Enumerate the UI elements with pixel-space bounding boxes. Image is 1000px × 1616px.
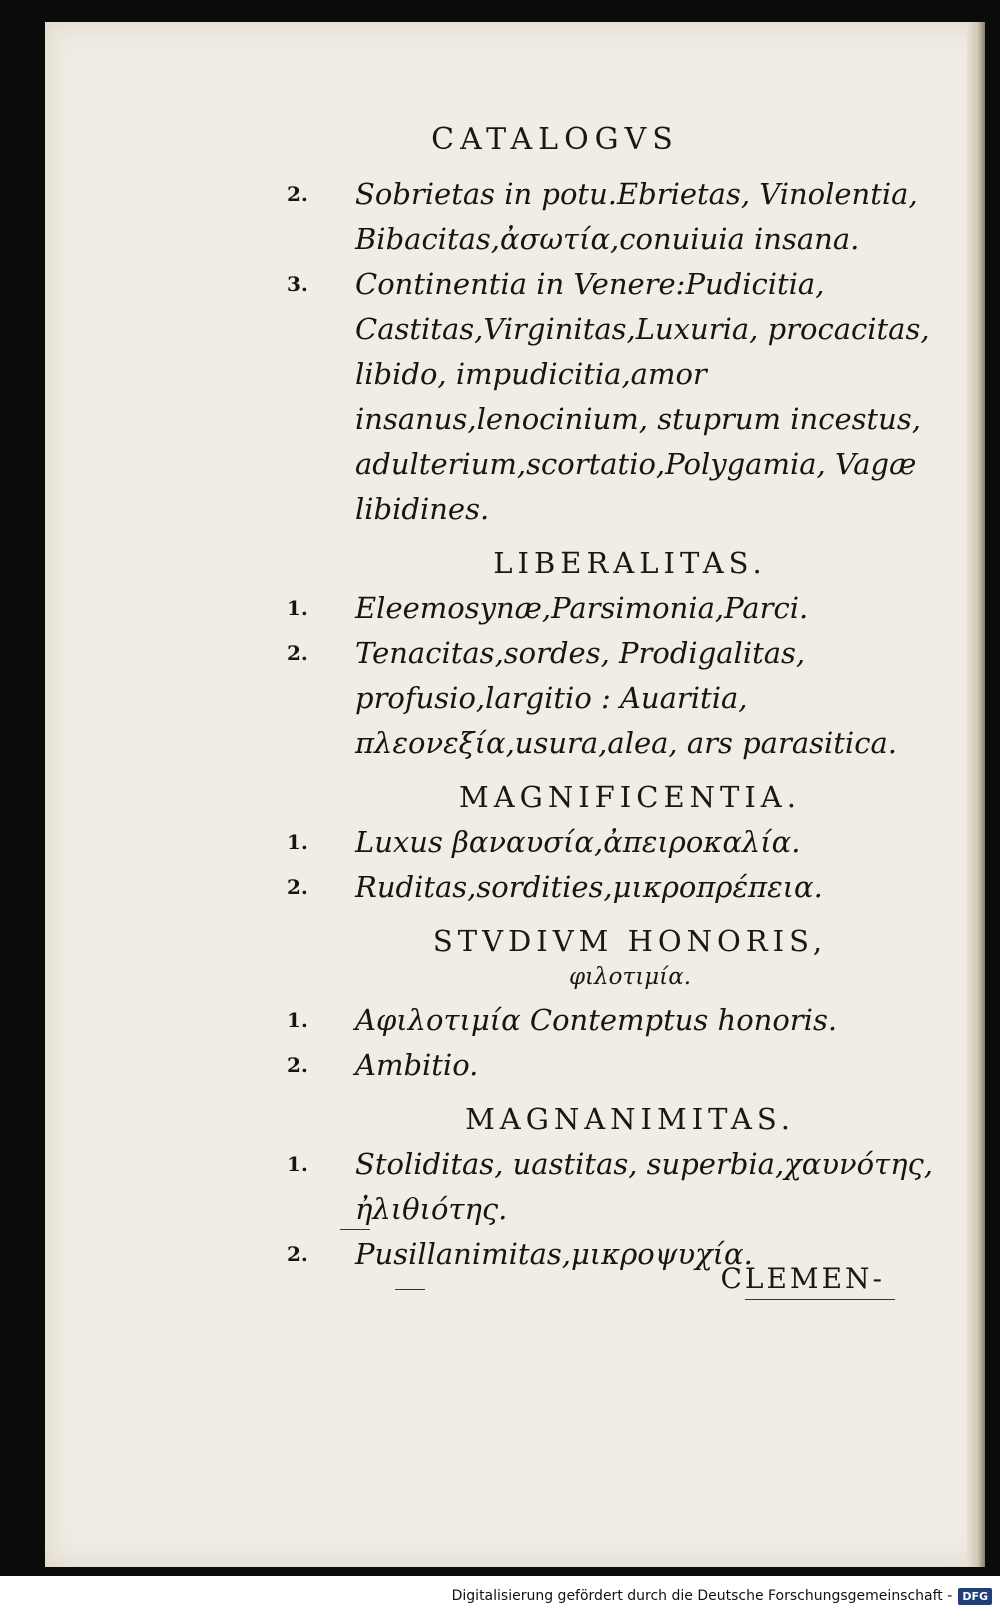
catalog-entry xyxy=(287,865,965,910)
page-edge xyxy=(967,22,985,1567)
catchword: CLEMEN- xyxy=(720,1262,885,1295)
catalog-entry xyxy=(287,820,965,865)
section-heading: LIBERALITAS. xyxy=(493,546,767,580)
entry-number: 2. xyxy=(287,182,308,206)
entry-text: Eleemosynæ,Parsimonia,Parci. xyxy=(355,591,809,625)
catalog-entry xyxy=(287,1043,965,1088)
underline-rule xyxy=(745,1299,895,1300)
entry-text: Ruditas,sordities,μικροπρέπεια. xyxy=(355,870,823,904)
catalog-entry xyxy=(287,586,965,631)
entry-number: 1. xyxy=(287,1152,308,1176)
underline-rule xyxy=(395,1289,425,1290)
entry-text: Stoliditas, uastitas, superbia,χαυνότης, ἠλιθιότης. xyxy=(355,1147,933,1226)
section-subheading: φιλοτιμία. xyxy=(568,964,692,990)
entry-number: 2. xyxy=(287,875,308,899)
entry-number: 3. xyxy=(287,272,308,296)
running-head: CATALOGVS xyxy=(431,122,679,157)
section-heading: MAGNANIMITAS. xyxy=(465,1102,795,1136)
catalog-entry xyxy=(287,1142,965,1232)
catalog-entry xyxy=(287,998,965,1043)
page-content xyxy=(287,172,965,1277)
footer-credit: Digitalisierung gefördert durch die Deutsche Forschungsgemeinschaft - xyxy=(451,1588,953,1604)
entry-number: 2. xyxy=(287,1053,308,1077)
entry-number: 1. xyxy=(287,1008,308,1032)
entry-text: Aφιλοτιμία Contemptus honoris. xyxy=(355,1003,838,1037)
catalog-entry xyxy=(287,631,965,766)
underline-rule xyxy=(340,1229,370,1230)
entry-text: Continentia in Venere:Pudicitia, Castitas,Virginitas,Luxuria, procacitas, libido, impudicitia,amor insanus,lenocinium, stuprum incestus, adulterium,scortatio,Polygamia, Vagæ libidines. xyxy=(355,267,930,526)
section-heading: MAGNIFICENTIA. xyxy=(459,780,801,814)
digitization-footer xyxy=(0,1576,1000,1616)
book-page xyxy=(45,22,985,1567)
entry-number: 2. xyxy=(287,1242,308,1266)
entry-number: 2. xyxy=(287,641,308,665)
entry-text: Luxus βαναυσία,ἀπειροκαλία. xyxy=(355,825,801,859)
entry-number: 1. xyxy=(287,596,308,620)
entry-text: Tenacitas,sordes, Prodigalitas, profusio,largitio : Auaritia, πλεονεξία,usura,alea, ars parasitica. xyxy=(355,636,897,760)
entry-text: Ambitio. xyxy=(355,1048,479,1082)
section-heading: STVDIVM HONORIS, xyxy=(432,924,828,958)
entry-number: 1. xyxy=(287,830,308,854)
catalog-entry xyxy=(287,262,965,532)
entry-text: Sobrietas in potu.Ebrietas, Vinolentia, Bibacitas,ἀσωτία,conuiuia insana. xyxy=(355,177,918,256)
catalog-entry xyxy=(287,172,965,262)
dfg-logo-badge: DFG xyxy=(958,1588,992,1605)
entry-text: Pusillanimitas,μικροψυχία. xyxy=(355,1237,753,1271)
